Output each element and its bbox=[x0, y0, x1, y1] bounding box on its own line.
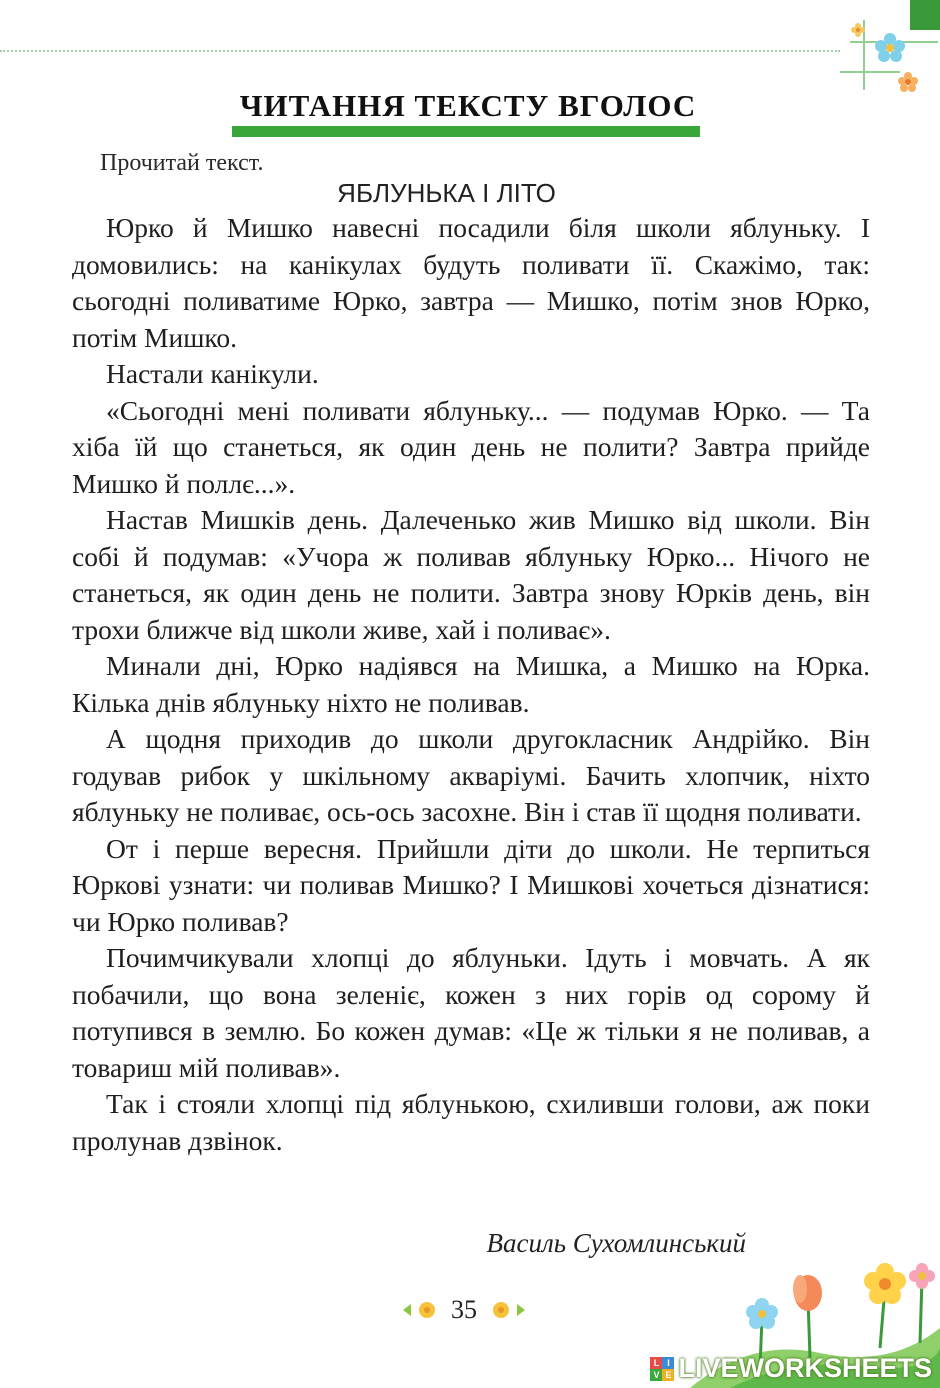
right-leaf-ornament-icon bbox=[487, 1299, 527, 1321]
logo-letter: L bbox=[650, 1357, 662, 1369]
small-flower-icon bbox=[851, 23, 865, 37]
story-paragraph: Минали дні, Юрко надіявся на Мишка, а Мишко на Юрка. Кілька днів яблуньку ніхто не поливав. bbox=[72, 650, 870, 718]
story-paragraph: Почимчикували хлопці до яблуньки. Ідуть і мовчать. А як побачили, що вона зеленіє, кожен з них горів од сорому й потупився в землю. Бо кожен думав: «Це ж тільки я не поливав, а товариш мій поливав». bbox=[72, 942, 870, 1083]
story-paragraph: «Сьогодні мені поливати яблуньку... — подумав Юрко. — Та хіба їй що станеться, як один день не полити? Завтра прийде Мишко й поллє...». bbox=[72, 394, 870, 499]
story-paragraph: Юрко й Мишко навесні посадили біля школи яблуньку. І домовились: на канікулах будуть поливати її. Скажімо, так: сьогодні поливатиме Юрко, завтра — Мишко, потім знов Юрко, потім Мишко. bbox=[72, 212, 870, 353]
liveworksheets-watermark bbox=[650, 1353, 932, 1384]
yellow-daisy-icon bbox=[864, 1263, 906, 1304]
logo-letter: I bbox=[662, 1357, 674, 1369]
story-paragraph: Настали канікули. bbox=[106, 358, 319, 389]
liveworksheets-logo-icon bbox=[650, 1357, 674, 1381]
logo-letter: E bbox=[662, 1369, 674, 1381]
blue-flower-icon bbox=[875, 33, 905, 62]
page-number: 35 bbox=[451, 1295, 477, 1324]
pink-flower-icon bbox=[909, 1263, 935, 1289]
logo-letter: V bbox=[650, 1369, 662, 1381]
orange-flower-icon bbox=[898, 72, 918, 92]
story-paragraph: От і перше вересня. Прийшли діти до школи. Не терпиться Юркові узнати: чи поливав Мишко? І Мишкові хочеться дізнатися: чи Юрко поливав? bbox=[72, 832, 870, 937]
orange-tulip-icon bbox=[793, 1275, 822, 1311]
blue-daisy-icon bbox=[746, 1298, 778, 1329]
story-paragraph: Настав Мишків день. Далеченько жив Мишко від школи. Він собі й подумав: «Учора ж поливав яблуньку Юрко... Нічого не станеться, як один день не полити. Завтра знову Юрків день, він трохи ближче від школи живе, хай і поливає». bbox=[72, 504, 870, 645]
corner-flower-decoration bbox=[820, 0, 940, 110]
left-leaf-ornament-icon bbox=[401, 1299, 441, 1321]
instruction-text: Прочитай текст. bbox=[100, 150, 264, 176]
title-underline-bar bbox=[232, 126, 700, 137]
story-title: ЯБЛУНЬКА І ЛІТО bbox=[337, 178, 556, 208]
watermark-text: LIVEWORKSHEETS bbox=[678, 1353, 932, 1383]
section-title: ЧИТАННЯ ТЕКСТУ ВГОЛОС bbox=[239, 88, 697, 123]
page-footer bbox=[384, 1292, 544, 1328]
story-paragraph: Так і стояли хлопці під яблунькою, схиливши голови, аж поки пролунав дзвінок. bbox=[72, 1088, 870, 1156]
story-body bbox=[72, 210, 870, 1159]
author-signature: Василь Сухомлинський bbox=[486, 1228, 746, 1258]
top-dotted-divider bbox=[0, 50, 840, 52]
story-paragraph: А щодня приходив до школи другокласник Андрійко. Він годував рибок у шкільному акваріумі. Бачить хлопчик, ніхто яблуньку не поливає, ось-ось засохне. Він і став її щодня поливати. bbox=[72, 723, 870, 827]
